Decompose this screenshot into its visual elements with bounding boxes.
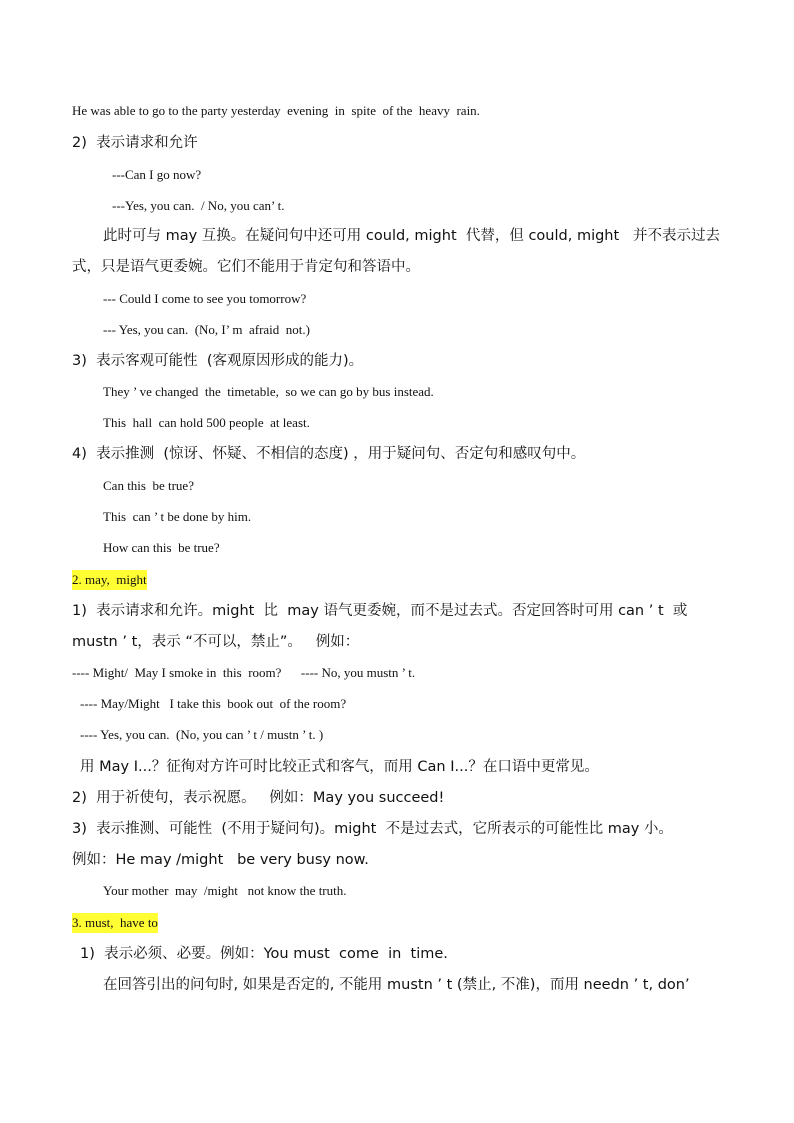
example-line: This can ’ t be done by him. [103,509,252,524]
example-line: Your mother may /might not know the truth. [103,883,347,898]
example-line: They ’ ve changed the timetable, so we can go by bus instead. [103,384,434,399]
dialogue-line: --- Could I come to see you tomorrow? [103,291,307,306]
dialogue-line: ---- Yes, you can. (No, you can ’ t / mustn ’ t. ) [80,727,324,742]
section-heading: 4) 表示推测 (惊讶、怀疑、不相信的态度) ，用于疑问句、否定句和感叹句中。 [72,446,586,462]
dialogue-line: ---- Might/ May I smoke in this room? ---- No, you mustn ’ t. [72,665,416,680]
highlighted-heading: 2. may, might [72,570,147,590]
highlighted-heading: 3. must, have to [72,913,158,933]
example-line: How can this be true? [103,540,220,555]
text-line: 在回答引出的问句时, 如果是否定的, 不能用 mustn ’ t (禁止, 不准)，而用 needn ’ t, don’ [103,977,690,993]
example-line: Can this be true? [103,478,194,493]
dialogue-line: ---Can I go now? [112,167,202,182]
text-line: 1) 表示请求和允许。might 比 may 语气更委婉，而不是过去式。否定回答时可用 can ’ t 或 [72,603,688,619]
section-heading: 1) 表示必须、必要。例如：You must come in time. [80,946,448,962]
dialogue-line: ---Yes, you can. / No, you can’ t. [112,198,285,213]
text-line: He was able to go to the party yesterday evening in spite of the heavy rain. [72,103,480,118]
dialogue-line: --- Yes, you can. (No, I’ m afraid not.) [103,322,310,337]
text-line: 式，只是语气更委婉。它们不能用于肯定句和答语中。 [72,259,420,275]
text-line: mustn ’ t，表示 “不可以，禁止”。 例如： [72,634,360,650]
section-heading: 3) 表示客观可能性 (客观原因形成的能力)。 [72,353,364,369]
section-heading: 3) 表示推测、可能性 (不用于疑问句)。might 不是过去式，它所表示的可能性比 may 小。 [72,821,673,837]
section-heading: 2) 表示请求和允许 [72,135,198,151]
section-heading: 2) 用于祈使句，表示祝愿。 例如：May you succeed! [72,790,445,806]
text-line: 此时可与 may 互换。在疑问句中还可用 could, might 代替，但 could, might 并不表示过去 [103,228,721,244]
example-line: This hall can hold 500 people at least. [103,415,310,430]
dialogue-line: ---- May/Might I take this book out of the room? [80,696,347,711]
example-line: 例如：He may /might be very busy now. [72,852,369,868]
text-line: 用 May I...？征徇对方许可时比较正式和客气，而用 Can I...？在口语中更常见。 [80,759,599,775]
